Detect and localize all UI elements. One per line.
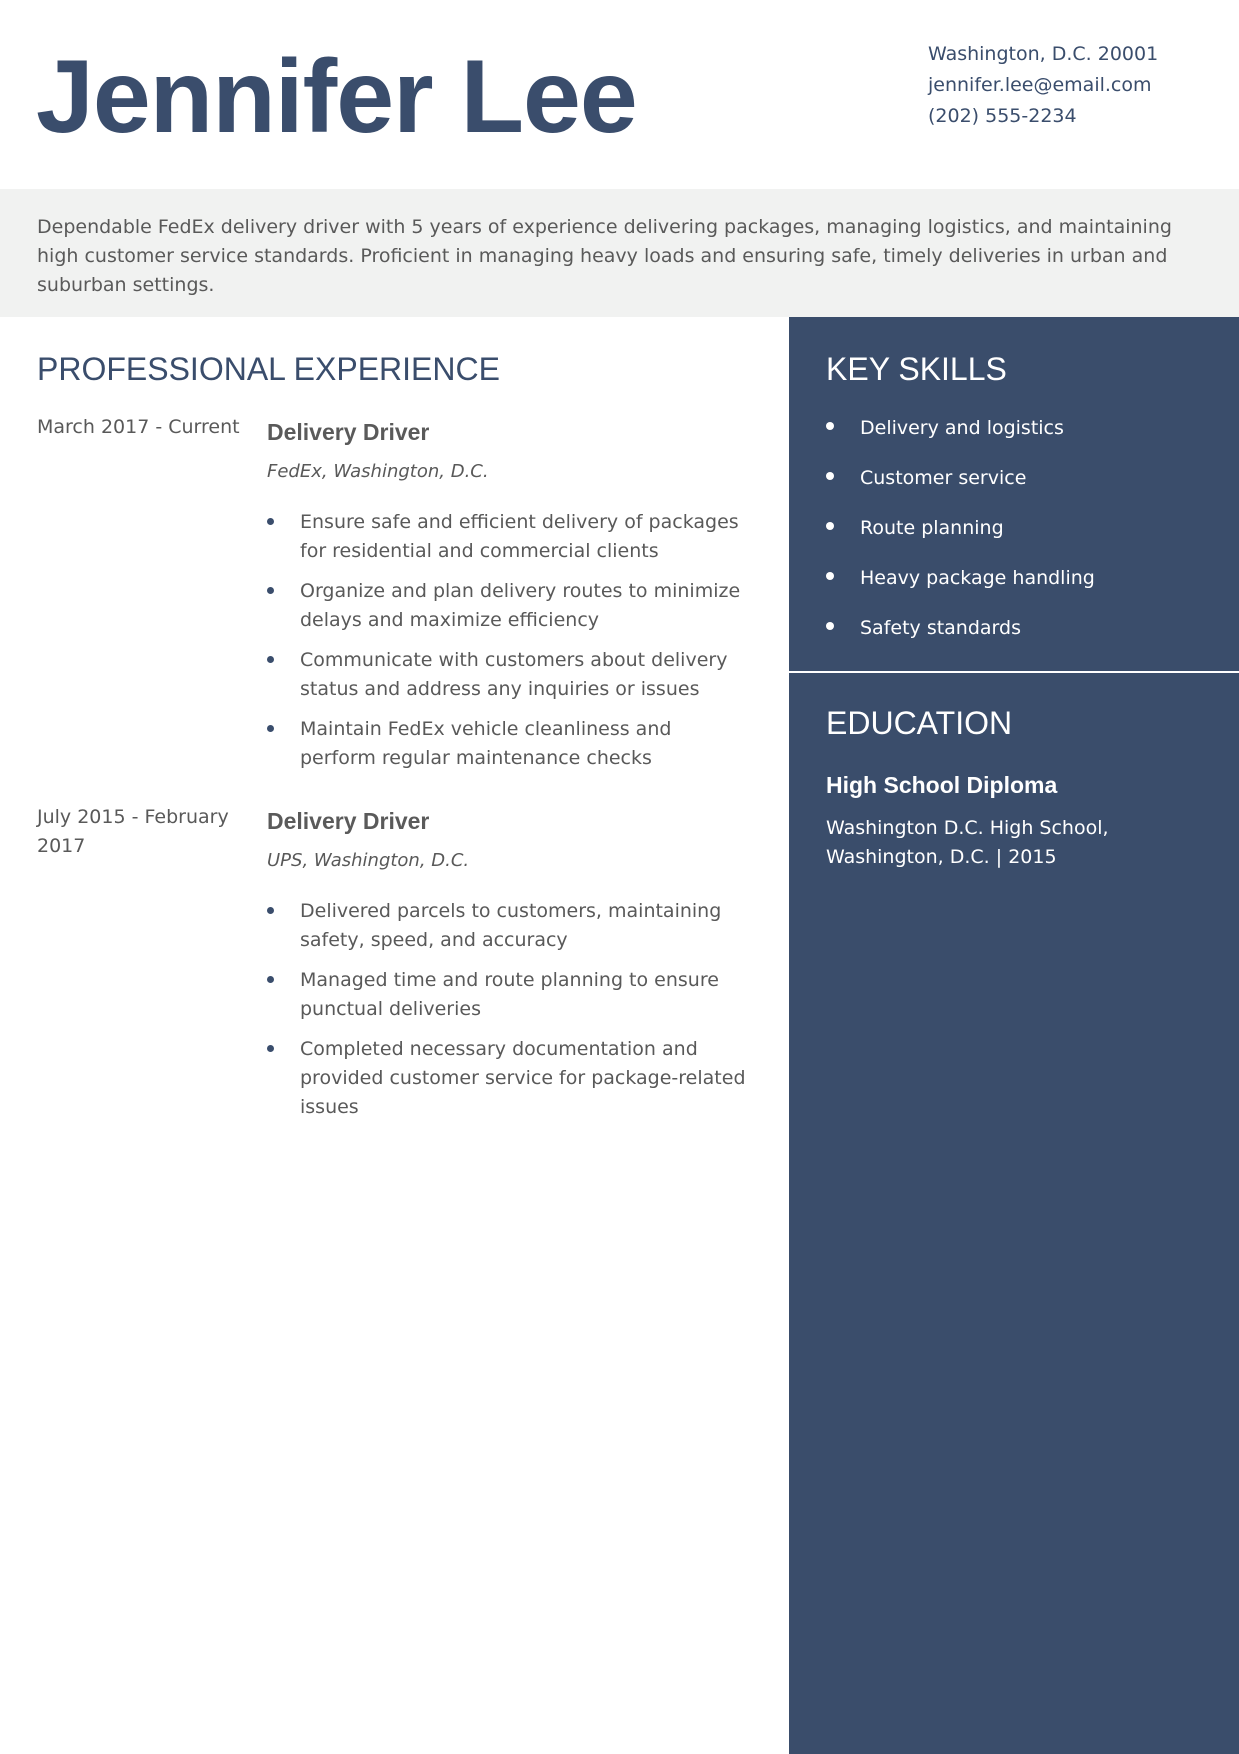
bullet-icon bbox=[826, 472, 834, 480]
experience-section-title: PROFESSIONAL EXPERIENCE bbox=[37, 351, 500, 387]
bullet-icon bbox=[267, 518, 274, 525]
job-dates: July 2015 - February 2017 bbox=[37, 806, 229, 857]
job-bullets bbox=[267, 508, 747, 784]
list-item: Maintain FedEx vehicle cleanliness and perform regular maintenance checks bbox=[267, 715, 747, 773]
skill-item: Customer service bbox=[826, 464, 1216, 514]
job-title: Delivery Driver bbox=[267, 808, 430, 834]
skills-list bbox=[826, 414, 1216, 664]
job-bullets bbox=[267, 897, 747, 1133]
list-item: Ensure safe and efficient delivery of packages for residential and commercial clients bbox=[267, 508, 747, 566]
skill-item: Delivery and logistics bbox=[826, 414, 1216, 464]
contact-email: jennifer.lee@email.com bbox=[928, 74, 1152, 96]
bullet-icon bbox=[267, 1045, 274, 1052]
contact-phone: (202) 555-2234 bbox=[928, 105, 1077, 127]
job-company: FedEx, Washington, D.C. bbox=[267, 461, 489, 482]
bullet-icon bbox=[826, 522, 834, 530]
education-school: Washington D.C. High School, Washington, D.C. | 2015 bbox=[826, 817, 1109, 868]
job-company: UPS, Washington, D.C. bbox=[267, 850, 470, 871]
sidebar-divider bbox=[789, 671, 1239, 673]
education-section-title: EDUCATION bbox=[826, 705, 1013, 741]
list-item: Managed time and route planning to ensure punctual deliveries bbox=[267, 966, 747, 1024]
candidate-name: Jennifer Lee bbox=[36, 39, 637, 155]
bullet-icon bbox=[267, 587, 274, 594]
skills-section-title: KEY SKILLS bbox=[826, 351, 1007, 387]
skill-item: Safety standards bbox=[826, 614, 1216, 664]
resume-header bbox=[0, 0, 1239, 189]
contact-info bbox=[928, 39, 1158, 132]
list-item: Communicate with customers about delivery status and address any inquiries or issues bbox=[267, 646, 747, 704]
bullet-icon bbox=[267, 976, 274, 983]
list-item: Completed necessary documentation and provided customer service for package-related issues bbox=[267, 1035, 747, 1122]
job-dates: March 2017 - Current bbox=[37, 416, 240, 438]
professional-summary: Dependable FedEx delivery driver with 5 years of experience delivering packages, managing logistics, and maintaining high customer service standards. Proficient in managing heavy loads and ensuring safe, timely deliveries in urban and suburban settings. bbox=[0, 189, 1239, 317]
job-title: Delivery Driver bbox=[267, 419, 430, 445]
bullet-icon bbox=[267, 907, 274, 914]
list-item: Organize and plan delivery routes to minimize delays and maximize efficiency bbox=[267, 577, 747, 635]
bullet-icon bbox=[826, 622, 834, 630]
skill-item: Heavy package handling bbox=[826, 564, 1216, 614]
list-item: Delivered parcels to customers, maintaining safety, speed, and accuracy bbox=[267, 897, 747, 955]
bullet-icon bbox=[267, 725, 274, 732]
education-degree: High School Diploma bbox=[826, 772, 1058, 798]
bullet-icon bbox=[267, 656, 274, 663]
bullet-icon bbox=[826, 572, 834, 580]
contact-location: Washington, D.C. 20001 bbox=[928, 43, 1159, 65]
bullet-icon bbox=[826, 422, 834, 430]
skill-item: Route planning bbox=[826, 514, 1216, 564]
